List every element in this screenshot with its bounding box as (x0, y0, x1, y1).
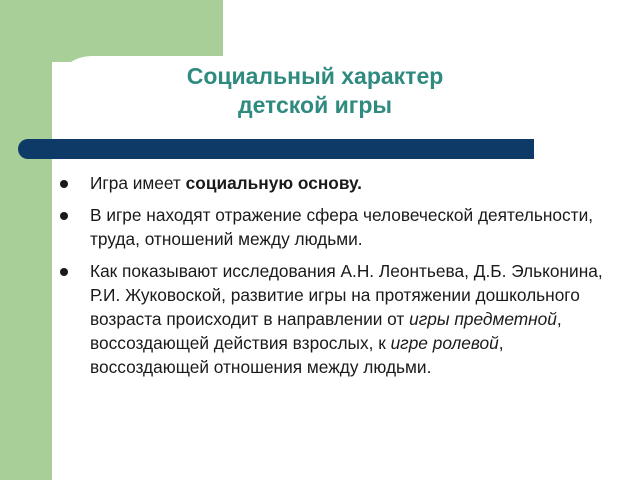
bullet-1-bold-text: социальную основу. (185, 173, 362, 193)
decorative-green-top-block (52, 0, 223, 62)
bullet-item-3 (60, 259, 610, 379)
bullet-list (60, 171, 610, 387)
bullet-dot-icon (60, 212, 68, 220)
bullet-3-text-part-1: Как показывают исследования А.Н. Леонтьева, Д.Б. Эльконина, Р.И. Жуковоской, развитие игры на протяжении дошкольного возраста происходит в направлении от (90, 261, 603, 329)
bullet-1-text: Игра имеет (90, 173, 186, 193)
bullet-item-1 (60, 171, 610, 195)
bullet-3-italic-2: игре ролевой (390, 333, 499, 353)
bullet-item-2 (60, 203, 610, 251)
bullet-3-text-part-2: , воссоздающей действия взрослых, к (90, 309, 562, 353)
bullet-3-text-part-3: , воссоздающей отношения между людьми. (90, 333, 504, 377)
bullet-dot-icon (60, 268, 68, 276)
slide-title-line-1: Социальный характер (186, 63, 444, 89)
bullet-dot-icon (60, 180, 68, 188)
slide-title-line-2: детской игры (237, 92, 393, 118)
slide-title (120, 62, 510, 120)
bullet-2-text: В игре находят отражение сфера человеческой деятельности, труда, отношений между людьми. (90, 205, 594, 249)
title-divider-bar (18, 139, 534, 159)
bullet-3-italic-1: игры предметной (409, 309, 557, 329)
decorative-green-sidebar (0, 0, 52, 480)
